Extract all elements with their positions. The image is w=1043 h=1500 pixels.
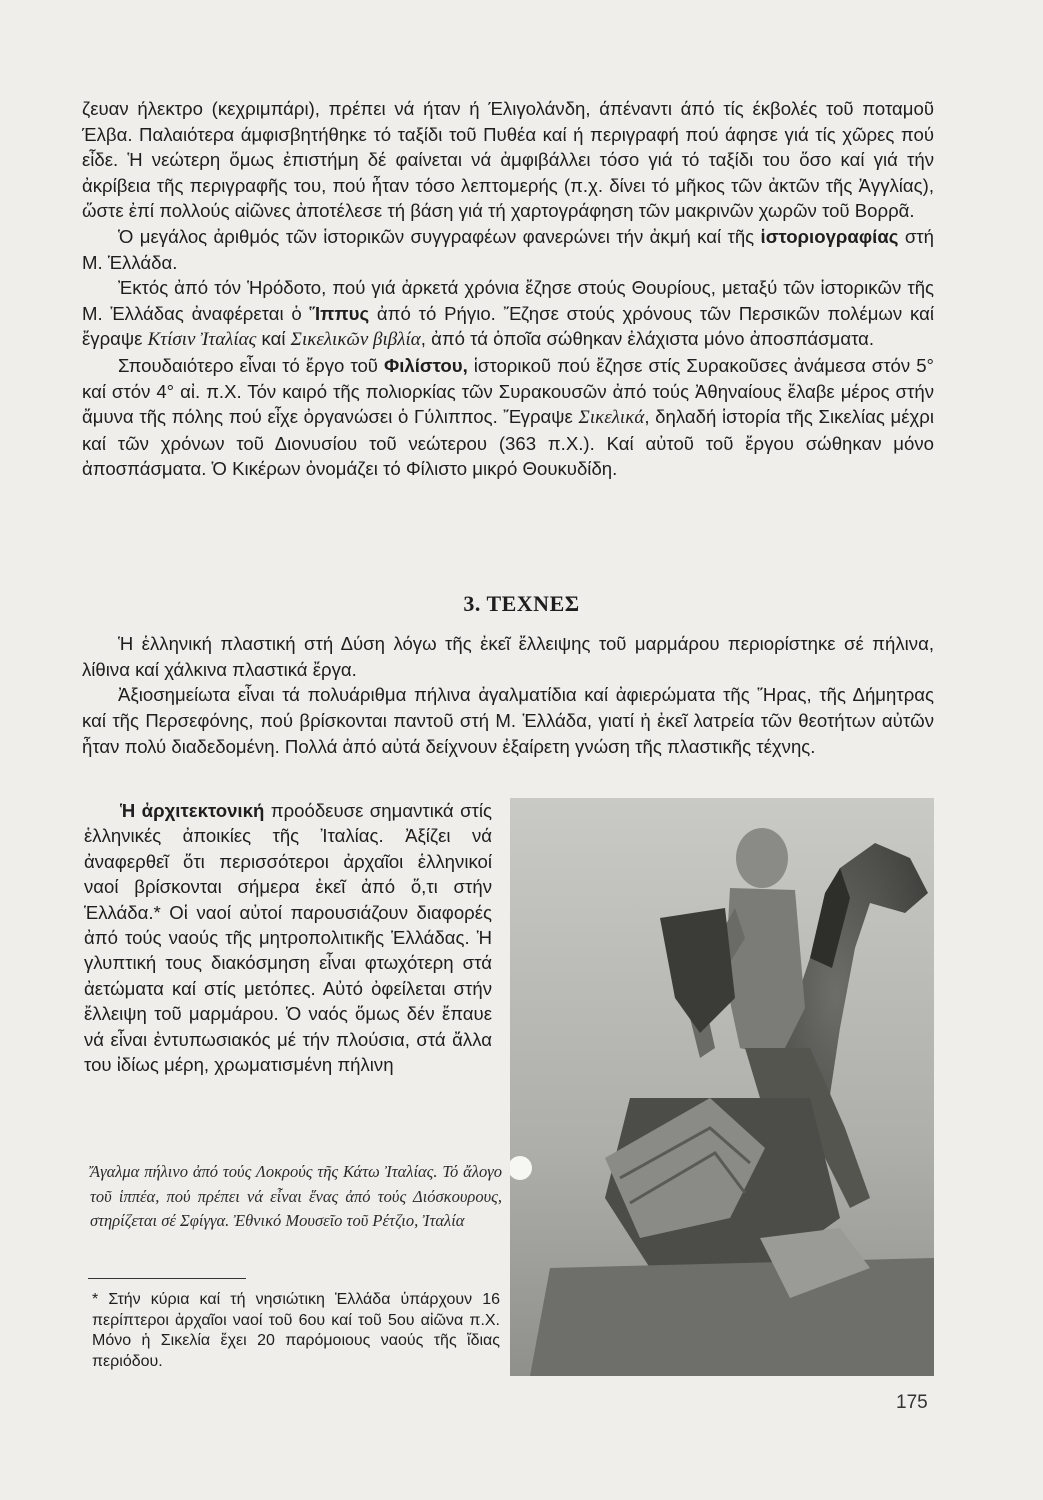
paragraph-historiography: Ὁ μεγάλος ἀριθμός τῶν ἱστορικῶν συγγραφέων φανερώνει τήν ἀκμή καί τῆς ἱστοριογραφίας στή Μ. Ἑλλάδα.: [82, 225, 934, 273]
paragraph-architecture: Ἡ ἀρχιτεκτονική προόδευσε σημαντικά στίς ἑλληνικές ἀποικίες τῆς Ἰταλίας. Ἀξίζει νά ἀναφερθεῖ ὅτι περισσότεροι ἀρχαῖοι ἑλληνικοί ναοί βρίσκονται σήμερα ἐκεῖ ἀπό ὅ,τι στήν Ἑλλάδα.* Οἱ ναοί αὐτοί παρουσιάζουν διαφορές ἀπό τούς ναούς τῆς μητροπολιτικῆς Ἑλλάδας. Ἡ γλυπτική τους διακόσμηση εἶναι φτωχότερη στά ἀετώματα καί στίς μετόπες. Αὐτό ὀφείλεται στήν ἔλλειψη τοῦ μαρμάρου. Ὁ ναός ὅμως δέν ἔπαυε νά εἶναι ἐντυπωσιακός μέ τήν πλούσια, στά ἄλλα του ἰδίως μέρη, χρωματισμένη πήλινη: [84, 800, 492, 1076]
paragraph-philistos: Σπουδαιότερο εἶναι τό ἔργο τοῦ Φιλίστου, ἱστορικοῦ πού ἔζησε στίς Συρακοῦσες ἀνάμεσα στόν 5° καί στόν 4° αἰ. π.Χ. Τόν καιρό τῆς πολιορκίας τῶν Συρακουσῶν ἀπό τούς Ἀθηναίους ἔλαβε μέρος στήν ἄμυνα τῆς πόλης πού εἶχε ὀργανώσει ὁ Γύλιππος. Ἔγραψε Σικελικά, δηλαδή ἱστορία τῆς Σικελίας μέχρι καί τῶν χρόνων τοῦ Διονυσίου τοῦ νεώτερου (363 π.Χ.). Καί αὐτοῦ τοῦ ἔργου σώθηκαν μόνο ἀποσπάσματα. Ὁ Κικέρων ὀνομάζει τό Φίλιστο μικρό Θουκυδίδη.: [82, 354, 934, 480]
photo-caption: Ἄγαλμα πήλινο ἀπό τούς Λοκρούς τῆς Κάτω Ἰταλίας. Τό ἄλογο τοῦ ἱππέα, πού πρέπει νά εἶναι ἕνας ἀπό τούς Διόσκουρους, στηρίζεται σέ Σφίγγα. Ἐθνικό Μουσεῖο τοῦ Ρέτζιο, Ἰταλία: [90, 1162, 502, 1230]
horseman-statue-image: [510, 798, 934, 1376]
page-number: 175: [896, 1392, 928, 1413]
term-architecture: Ἡ ἀρχιτεκτονική: [120, 800, 265, 821]
work-title-sikelika: Σικελικά: [578, 407, 645, 429]
paragraph-pytheas: ζευαν ήλεκτρο (κεχριμπάρι), πρέπει νά ήταν ή Έλιγολάνδη, άπέναντι άπό τίς έκβολές τοῦ ποταμοῦ Έλβα. Παλαιότερα άμφισβητήθηκε τό ταξίδι τοῦ Πυθέα καί ή περιγραφή πού άφησε γιά τίς χῶρες πού εἶδε. Ἡ νεώτερη ὅμως ἐπιστήμη δέ φαίνεται νά ἀμφιβάλλει τόσο γιά τό ταξίδι του ὅσο καί γιά τήν ἀκρίβεια τῆς περιγραφῆς του, πού ἦταν τόσο λεπτομερής (π.χ. δίνει τό μῆκος τῶν ἀκτῶν τῆς Ἀγγλίας), ὥστε ἐπί πολλούς αἰῶνες ἀποτέλεσε τή βάση γιά τή χαρτογράφηση τῶν μακρινῶν χωρῶν τοῦ Βορρᾶ.: [82, 98, 934, 222]
name-hippys: Ἵππυς: [309, 302, 370, 324]
statue-photo: [510, 798, 934, 1376]
paragraph-figurines: Ἀξιοσημείωτα εἶναι τά πολυάριθμα πήλινα ἀγαλματίδια καί ἀφιερώματα τῆς Ἥρας, τῆς Δήμητρας καί τῆς Περσεφόνης, πού βρίσκονται παντοῦ στή Μ. Ἑλλάδα, γιατί ἡ ἐκεῖ λατρεία τῶν θεοτήτων αὐτῶν ἦταν πολύ διαδεδομένη. Πολλά ἀπό αὐτά δείχνουν ἐξαίρετη γνώση τῆς πλαστικῆς τέχνης.: [82, 684, 934, 757]
footnote: * Στήν κύρια καί τή νησιώτικη Ἑλλάδα ὑπάρχουν 16 περίπτεροι ἀρχαῖοι ναοί τοῦ 6ου καί τοῦ 5ου αἰῶνα π.Χ. Μόνο ἡ Σικελία ἔχει 20 παρόμοιους ναούς τῆς ἴδιας περιόδου.: [92, 1291, 500, 1370]
paragraph-hippys: Ἐκτός ἀπό τόν Ἡρόδοτο, πού γιά ἀρκετά χρόνια ἔζησε στούς Θουρίους, μεταξύ τῶν ἱστορικῶν τῆς Μ. Ἑλλάδας ἀναφέρεται ὁ Ἵππυς ἀπό τό Ρήγιο. Ἔζησε στούς χρόνους τῶν Περσικῶν πολέμων καί ἔγραψε Κτίσιν Ἰταλίας καί Σικελικῶν βιβλία, ἀπό τά ὁποῖα σώθηκαν ἐλάχιστα μόνο ἀποσπάσματα.: [82, 277, 934, 351]
work-title-sikelikon: Σικελικῶν βιβλία: [290, 329, 421, 351]
paragraph-sculpture: Ἡ ἑλληνική πλαστική στή Δύση λόγω τῆς ἐκεῖ ἔλλειψης τοῦ μαρμάρου περιορίστηκε σέ πήλινα, λίθινα καί χάλκινα πλαστικά ἔργα.: [82, 633, 934, 680]
section-heading: 3. ΤΕΧΝΕΣ: [463, 591, 580, 616]
term-historiography: ἱστοριογραφίας: [760, 225, 899, 247]
footnote-divider: [88, 1278, 246, 1279]
arts-text-block: [82, 631, 934, 760]
work-title-ktisin: Κτίσιν Ἰταλίας: [147, 329, 257, 351]
name-philistos: Φιλίστου,: [383, 354, 468, 376]
history-text-block: [82, 96, 934, 482]
architecture-column: [84, 798, 492, 1077]
